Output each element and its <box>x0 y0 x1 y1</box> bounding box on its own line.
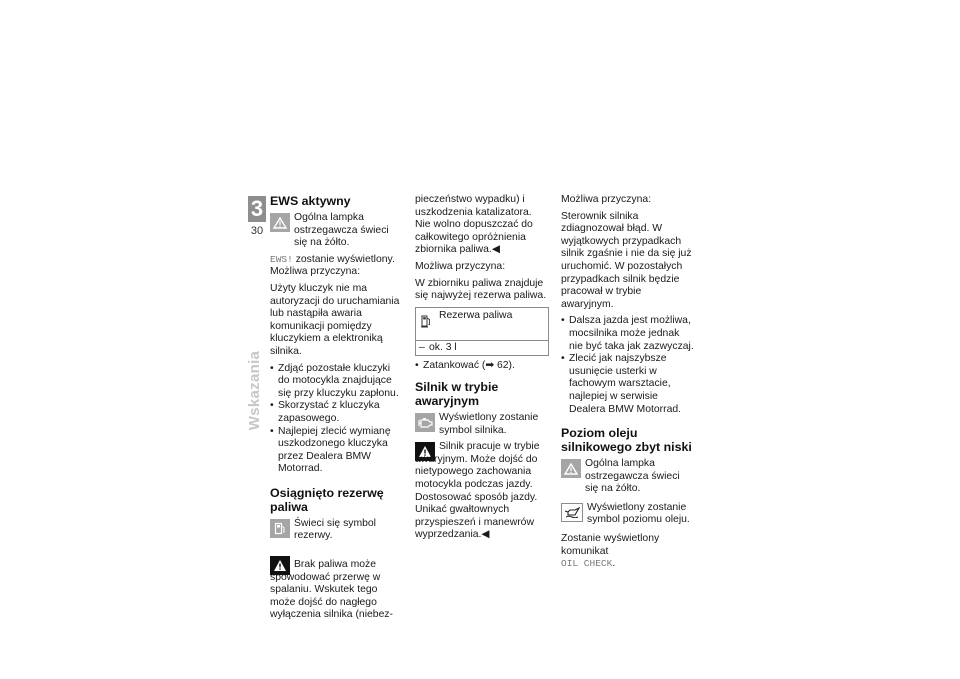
emergency-heading: Silnik w trybie awaryjnym <box>415 379 499 408</box>
list-item: • Najlepiej zlecić wymianę uszkodzonego kluczyka przez Dealera BMW Motorrad. <box>270 426 404 476</box>
reserve-warning-full: Brak paliwa może spowodować przerwę w spalaniu. Wskutek tego może dojść do nagłego wyłączenia silnika (niebez- <box>270 559 394 621</box>
spec-table-value: ok. 3 l <box>429 341 457 353</box>
ews-code-suffix: zostanie wyświetlony. <box>292 253 395 265</box>
list-item: • Zdjąć pozostałe kluczyki do motocykla znajdujące się przy kluczyku zapłonu. <box>270 363 404 401</box>
reserve-cause-text: W zbiorniku paliwa znajduje się najwyżej rezerwa paliwa. <box>415 277 547 302</box>
ews-lamp-text: Ogólna lampka ostrzegawcza świeci się na żółto. <box>294 212 389 249</box>
oil-code-suffix: . <box>612 558 616 570</box>
spec-table-header <box>416 308 548 341</box>
list-item: • Zatankować (➡ 62). <box>415 360 549 373</box>
ews-lamp-note <box>270 212 404 250</box>
oil-message-text: Zostanie wyświetlony komunikat <box>561 533 660 557</box>
refuel-list <box>415 360 549 373</box>
reserve-instruction: Nie wolno dopuszczać do całkowitego opróżnienia zbiornika paliwa.◀ <box>415 219 533 256</box>
ews-display-line <box>270 254 404 267</box>
emergency-cause-label: Możliwa przyczyna: <box>561 194 652 205</box>
oil-lamp-note <box>561 458 695 496</box>
page-number: 30 <box>250 225 264 237</box>
reserve-cause-label: Możliwa przyczyna: <box>415 260 506 272</box>
section-side-label <box>237 340 273 440</box>
emergency-cause-text: Sterownik silnika zdiagnozował błąd. W wyjątkowych przypadkach silnik zgaśnie i nie da się już uruchomić. W pozostałych przypadkach silnik będzie pracował w trybie awaryjnym. <box>561 210 692 310</box>
list-item: • Skorzystać z kluczyka zapasowego. <box>270 400 404 425</box>
oil-symbol-text: Wyświetlony zostanie symbol poziomu oleju. <box>587 501 690 526</box>
emergency-symbol-note <box>415 412 549 437</box>
ews-code: EWS! <box>270 253 293 265</box>
column-1 <box>270 194 404 626</box>
oil-lamp-text: Ogólna lampka ostrzegawcza świeci się na żółto. <box>585 458 680 495</box>
reserve-heading: Osiągnięto rezerwę paliwa <box>270 485 384 514</box>
warning-triangle-icon <box>270 213 290 232</box>
ews-bullet-list <box>270 363 404 476</box>
warning-triangle-icon <box>561 459 581 478</box>
oil-code: OIL CHECK <box>561 558 613 570</box>
spec-table-dash: – <box>419 341 425 353</box>
ews-cause-text: Użyty kluczyk nie ma autoryzacji do uruchamiania lub nastąpiła awaria komunikacji pomiędzy kluczykiem a elektroniką silnika. <box>270 282 400 357</box>
oil-message <box>561 533 695 571</box>
engine-icon <box>415 413 435 432</box>
fuel-pump-icon <box>270 519 290 538</box>
emergency-instruction: Dostosować sposób jazdy. Unikać gwałtownych przyspieszeń i manewrów wyprzedzania.◀ <box>415 491 538 541</box>
oil-symbol-note <box>561 502 695 527</box>
reserve-continued: pieczeństwo wypadku) i uszkodzenia katalizatora. <box>415 194 532 218</box>
emergency-symbol-text: Wyświetlony zostanie symbol silnika. <box>439 411 539 436</box>
column-3 <box>561 194 695 575</box>
ews-heading: EWS aktywny <box>270 194 351 208</box>
fuel-pump-small-icon <box>416 308 436 340</box>
emergency-warning-text: Silnik pracuje w trybie awaryjnym. Może dojść do nietypowego zachowania motocykla podczas jazdy. <box>415 441 540 490</box>
reserve-symbol-note <box>270 518 404 543</box>
reserve-symbol-text: Świeci się symbol rezerwy. <box>294 517 376 542</box>
list-item: • Zlecić jak najszybsze usunięcie usterki w fachowym warsztacie, najlepiej w serwisie Dealera BMW Motorrad. <box>561 353 695 416</box>
oil-heading: Poziom oleju silnikowego zbyt niski <box>561 426 692 455</box>
oil-can-icon <box>561 503 583 522</box>
emergency-bullet-list <box>561 315 695 416</box>
spec-table-label: Rezerwa paliwa <box>439 309 513 321</box>
column-2 <box>415 194 549 546</box>
chapter-number: 3 <box>248 196 266 222</box>
spec-table <box>415 307 549 357</box>
ews-cause-label: Możliwa przyczyna: <box>270 266 361 278</box>
spec-table-value-row <box>416 341 548 356</box>
list-item: • Dalsza jazda jest możliwa, mocsilnika może jednak nie być taka jak zazwyczaj. <box>561 315 695 353</box>
section-label-text: Wskazania <box>246 350 264 430</box>
